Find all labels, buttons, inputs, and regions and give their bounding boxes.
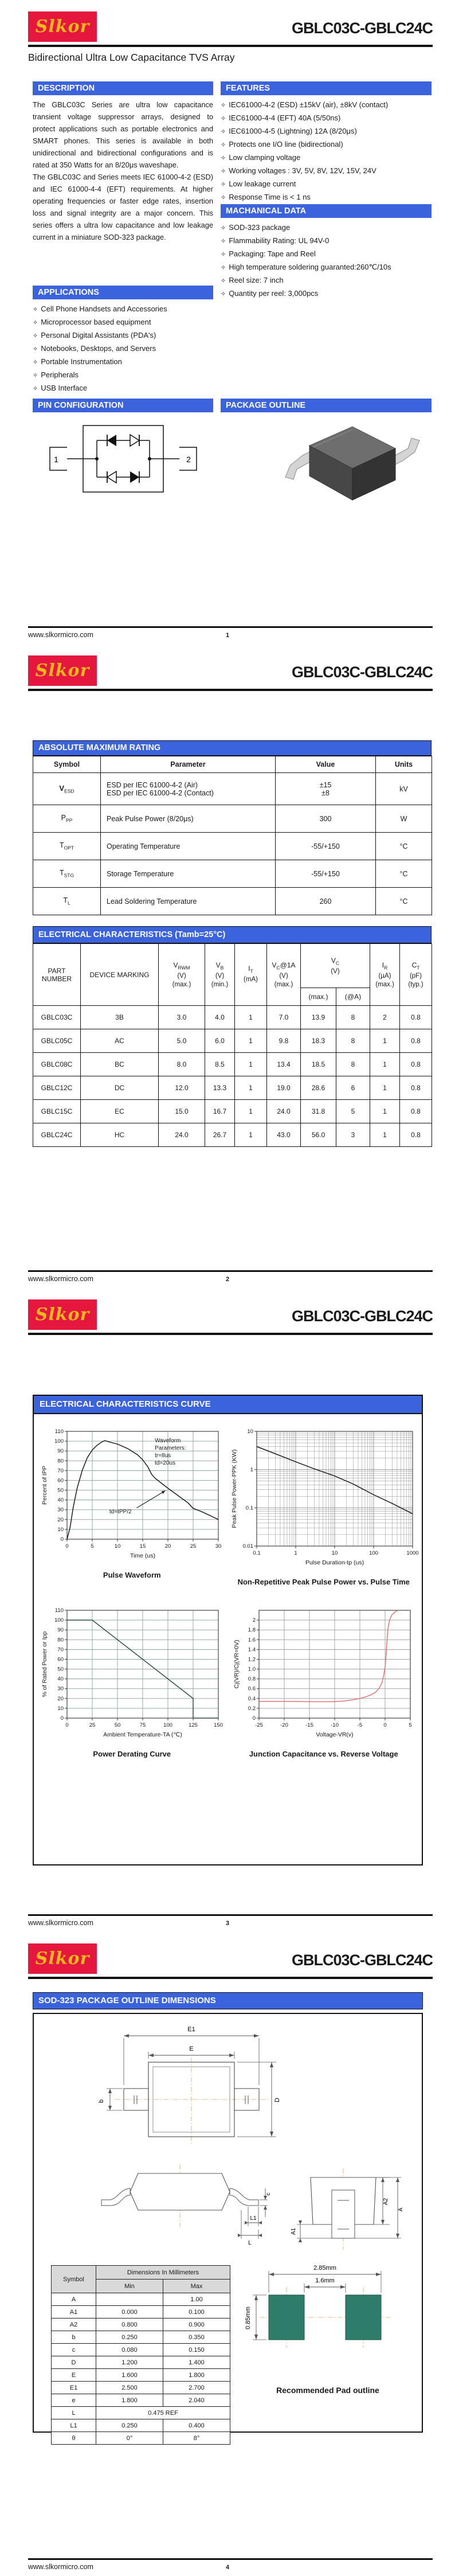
absolute-maximum-rating-heading: ABSOLUTE MAXIMUM RATING	[33, 740, 432, 756]
footer-website[interactable]: www.slkormicro.com	[28, 2563, 93, 2571]
description-paragraph-2: The GBLC03C and Series meets IEC 61000-4-2 (ESD) and IEC 61000-4-4 (EFT) requirements. At higher operating frequencies or faster edge rates, insertion loss and signal integrity are a major concern. This series offers a ultra low capacitance and low leakage current in a miniature SOD-323 package.	[33, 173, 213, 241]
electrical-characteristics-heading: ELECTRICAL CHARACTERISTICS (Tamb=25°C)	[33, 926, 432, 943]
page-number: 2	[225, 1276, 230, 1283]
svg-text:0: 0	[65, 1543, 69, 1549]
list-item: ✧ Working voltages : 3V, 5V, 8V, 12V, 15V, 24V	[221, 166, 376, 175]
svg-text:90: 90	[57, 1627, 64, 1634]
list-item: ✧ USB Interface	[33, 384, 88, 392]
diamond-bullet-icon: ✧	[33, 333, 38, 339]
svg-text:1000: 1000	[406, 1550, 418, 1556]
svg-text:0: 0	[65, 1722, 69, 1728]
logo-text: Slkor	[35, 661, 90, 681]
svg-text:0.2: 0.2	[248, 1705, 256, 1712]
dim-label-L1: L1	[250, 2215, 257, 2222]
table-row: GBLC24C HC 24.0 26.7 1 43.0 56.0 3 1 0.8	[33, 1123, 432, 1147]
table-row: D 1.200 1.400	[52, 2356, 230, 2369]
svg-text:0.1: 0.1	[245, 1505, 253, 1512]
header-rule	[28, 1333, 433, 1335]
diamond-bullet-icon: ✧	[33, 372, 38, 379]
svg-text:90: 90	[57, 1448, 64, 1455]
table-row: L 0.475 REF	[52, 2407, 230, 2419]
diamond-bullet-icon: ✧	[221, 168, 226, 175]
slkor-logo	[28, 1299, 97, 1330]
list-item: ✧ Cell Phone Handsets and Accessories	[33, 305, 167, 313]
logo-text: Slkor	[35, 17, 90, 37]
table-subheader-row: Min Max	[52, 2280, 230, 2293]
table-row: $V_{ESD}$ ESD per IEC 61000-4-2 (Air) ESD per IEC 61000-4-2 (Contact) ±15 ±8 kV	[33, 773, 432, 805]
svg-text:Waveform: Waveform	[155, 1437, 181, 1444]
svg-text:100: 100	[54, 1438, 64, 1445]
svg-text:70: 70	[57, 1467, 64, 1474]
diode-icon	[130, 435, 139, 446]
list-item: ✧ SOD-323 package	[221, 223, 291, 232]
svg-text:0.01: 0.01	[242, 1543, 253, 1549]
page-4	[0, 1932, 455, 2576]
dim-label-b: b	[98, 2099, 105, 2103]
svg-text:80: 80	[57, 1637, 64, 1644]
table-row: $T_{OPT}$ Operating Temperature -55/+150 °C	[33, 833, 432, 860]
applications-list	[33, 303, 213, 395]
chart-caption: Power Derating Curve	[93, 1750, 171, 1758]
diamond-bullet-icon: ✧	[33, 346, 38, 353]
svg-text:50: 50	[57, 1666, 64, 1673]
page-number: 3	[225, 1920, 230, 1927]
footer-website[interactable]: www.slkormicro.com	[28, 1275, 93, 1283]
table-row: A2 0.800 0.900	[52, 2319, 230, 2331]
svg-text:Percent of IPP: Percent of IPP	[41, 1466, 49, 1505]
package-top-view-drawing	[94, 2022, 289, 2157]
diode-icon	[130, 471, 139, 483]
junction-capacitance-chart	[232, 1603, 416, 1741]
table-row: GBLC05C AC 5.0 6.0 1 9.8 18.3 8 1 0.8	[33, 1029, 432, 1053]
footer-rule	[28, 626, 433, 628]
diamond-bullet-icon: ✧	[221, 278, 226, 284]
footer-rule	[28, 2558, 433, 2560]
applications-heading: APPLICATIONS	[33, 286, 213, 299]
pin-configuration-diagram	[33, 417, 213, 509]
svg-text:-15: -15	[305, 1722, 313, 1728]
page-1	[0, 0, 455, 644]
header-rule	[28, 1977, 433, 1979]
svg-text:td=IPP/2: td=IPP/2	[109, 1508, 132, 1515]
mechanical-data-list	[221, 221, 432, 300]
dim-label-A: A	[398, 2207, 404, 2212]
list-item: ✧ Personal Digital Assistants (PDA's)	[33, 331, 156, 339]
svg-text:10: 10	[114, 1543, 121, 1549]
svg-text:5: 5	[91, 1543, 94, 1549]
svg-text:Voltage-VR(v): Voltage-VR(v)	[316, 1731, 354, 1738]
svg-text:tr=8us: tr=8us	[155, 1452, 171, 1459]
pin-2-label: 2	[186, 455, 191, 464]
list-item: ✧ Portable Instrumentation	[33, 357, 122, 366]
pin-1-label: 1	[54, 455, 58, 464]
list-item: ✧ Microprocessor based equipment	[33, 318, 151, 326]
package-dimensions-heading: SOD-323 PACKAGE OUTLINE DIMENSIONS	[33, 1992, 423, 2009]
page-number: 1	[225, 632, 230, 639]
svg-text:15: 15	[139, 1543, 146, 1549]
svg-text:100: 100	[368, 1550, 378, 1556]
dim-label-L: L	[248, 2240, 252, 2246]
chart-caption: Junction Capacitance vs. Reverse Voltage	[249, 1750, 398, 1758]
svg-text:0.8: 0.8	[248, 1676, 256, 1683]
diamond-bullet-icon: ✧	[221, 128, 226, 135]
chart-cell	[232, 1603, 416, 1758]
list-item: ✧ Notebooks, Desktops, and Servers	[33, 344, 156, 353]
svg-text:110: 110	[55, 1607, 64, 1614]
diamond-bullet-icon: ✧	[221, 251, 226, 258]
diamond-bullet-icon: ✧	[221, 194, 226, 201]
svg-text:Parameters:: Parameters:	[155, 1445, 186, 1451]
table-row: GBLC12C DC 12.0 13.3 1 19.0 28.6 6 1 0.8	[33, 1076, 432, 1100]
svg-text:40: 40	[57, 1676, 64, 1683]
package-end-view-drawing	[289, 2160, 409, 2258]
sod-323-package-3d-image	[229, 414, 424, 512]
part-number-title: GBLC03C-GBLC24C	[291, 663, 433, 681]
table-row: c 0.080 0.150	[52, 2344, 230, 2356]
svg-text:2: 2	[252, 1617, 256, 1624]
logo-text: Slkor	[35, 1949, 90, 1969]
absolute-maximum-rating-table	[33, 756, 432, 915]
svg-text:30: 30	[57, 1506, 64, 1513]
svg-text:0: 0	[60, 1715, 64, 1722]
svg-text:0: 0	[252, 1715, 256, 1722]
svg-text:0: 0	[60, 1536, 64, 1543]
svg-text:80: 80	[57, 1458, 64, 1465]
power-derating-chart	[40, 1603, 224, 1741]
header-rule	[28, 45, 433, 47]
svg-text:1.8: 1.8	[248, 1627, 256, 1634]
diode-icon	[107, 471, 116, 483]
list-item: ✧ IEC61000-4-5 (Lightning) 12A (8/20μs)	[221, 127, 357, 135]
list-item: ✧ IEC61000-4-2 (ESD) ±15kV (air), ±8kV (contact)	[221, 100, 389, 109]
document-subtitle: Bidirectional Ultra Low Capacitance TVS Array	[28, 52, 235, 63]
list-item: ✧ Protects one I/O line (bidirectional)	[221, 140, 343, 149]
diamond-bullet-icon: ✧	[221, 102, 226, 109]
part-number-title: GBLC03C-GBLC24C	[291, 1307, 433, 1325]
header-rule	[28, 689, 433, 691]
pin-configuration-heading: PIN CONFIGURATION	[33, 399, 213, 412]
slkor-logo	[28, 11, 97, 42]
table-row: e 1.800 2.040	[52, 2394, 230, 2407]
svg-text:10: 10	[331, 1550, 338, 1556]
dim-label-A1: A1	[291, 2227, 297, 2235]
svg-text:60: 60	[57, 1477, 64, 1484]
slkor-logo	[28, 1943, 97, 1974]
diamond-bullet-icon: ✧	[33, 359, 38, 366]
diamond-bullet-icon: ✧	[221, 142, 226, 149]
table-row: GBLC15C EC 15.0 16.7 1 24.0 31.8 5 1 0.8	[33, 1100, 432, 1123]
svg-text:-10: -10	[330, 1722, 339, 1728]
table-row: E1 2.500 2.700	[52, 2382, 230, 2394]
svg-text:Ambient Temperature-TA (℃): Ambient Temperature-TA (℃)	[103, 1731, 182, 1738]
table-subheader-row: (max.) (@A)	[33, 988, 432, 1006]
svg-text:1: 1	[294, 1550, 297, 1556]
svg-text:5: 5	[409, 1722, 412, 1728]
dimensions-table	[51, 2265, 230, 2445]
diamond-bullet-icon: ✧	[221, 181, 226, 188]
diamond-bullet-icon: ✧	[221, 115, 226, 122]
svg-text:75: 75	[139, 1722, 146, 1728]
table-header-row: PART NUMBER DEVICE MARKING $V_{RWM}$ (V) (max.) $V_B$ (V) (min.) $I_T$ (mA) $V_C@1A$ (V) (max.) $V_C$ (V) $I_R$ (µA) (max.) $C_T$ (pF) (typ.)	[33, 944, 432, 988]
pulse-waveform-chart	[40, 1424, 224, 1562]
dim-label-E1: E1	[187, 2026, 195, 2033]
svg-text:Time (us): Time (us)	[130, 1552, 156, 1559]
description-paragraph-1: The GBLC03C Series are ultra low capacitance transient voltage suppressor arrays, designed to protect applications such as portable electronics and SMART phones. This series is available in both unidirectional and bidirectional configurations and is rated at 350 Watts for an 8/20μs waveshape.	[33, 100, 213, 169]
peak-pulse-power-chart	[229, 1424, 418, 1569]
dim-label-E: E	[189, 2046, 194, 2052]
list-item: ✧ IEC61000-4-4 (EFT) 40A (5/50ns)	[221, 114, 341, 122]
solder-pad	[346, 2295, 381, 2340]
list-item: ✧ Peripherals	[33, 370, 79, 379]
table-row: A 1.00	[52, 2293, 230, 2306]
footer-rule	[28, 1914, 433, 1916]
svg-text:1.6: 1.6	[248, 1637, 256, 1644]
package-outline-heading: PACKAGE OUTLINE	[221, 399, 432, 412]
svg-text:-20: -20	[280, 1722, 288, 1728]
list-item: ✧ Packaging: Tape and Reel	[221, 249, 316, 258]
logo-text: Slkor	[35, 1305, 90, 1325]
svg-text:60: 60	[57, 1656, 64, 1663]
list-item: ✧ Low clamping voltage	[221, 153, 301, 162]
svg-text:50: 50	[57, 1487, 64, 1494]
chart-cell	[40, 1424, 224, 1586]
svg-text:td=20us: td=20us	[155, 1459, 176, 1466]
pad-gap-label: 1.6mm	[315, 2277, 335, 2284]
table-row: b 0.250 0.350	[52, 2331, 230, 2344]
svg-text:Cj(VR)/Cj(VR=0V): Cj(VR)/Cj(VR=0V)	[233, 1640, 240, 1689]
footer-website[interactable]: www.slkormicro.com	[28, 631, 93, 639]
list-item: ✧ Low leakage current	[221, 179, 296, 188]
pad-outline-caption: Recommended Pad outline	[276, 2386, 379, 2395]
svg-text:110: 110	[55, 1428, 64, 1435]
svg-text:30: 30	[215, 1543, 222, 1549]
svg-text:25: 25	[190, 1543, 197, 1549]
svg-text:Peak Pulse Power-PPK (KW): Peak Pulse Power-PPK (KW)	[230, 1449, 238, 1528]
footer-website[interactable]: www.slkormicro.com	[28, 1919, 93, 1927]
diamond-bullet-icon: ✧	[221, 291, 226, 298]
svg-text:100: 100	[54, 1617, 64, 1624]
table-row: $T_L$ Lead Soldering Temperature 260 °C	[33, 888, 432, 915]
svg-text:50: 50	[114, 1722, 121, 1728]
recommended-pad-outline-drawing	[239, 2255, 417, 2361]
description-heading: DESCRIPTION	[33, 81, 213, 95]
page-number: 4	[225, 2564, 230, 2571]
svg-text:10: 10	[57, 1526, 64, 1533]
page-2	[0, 644, 455, 1288]
svg-text:100: 100	[163, 1722, 173, 1728]
list-item: ✧ High temperature soldering guaranted:260℃/10s	[221, 263, 391, 271]
solder-pad	[269, 2295, 304, 2340]
part-number-title: GBLC03C-GBLC24C	[291, 19, 433, 37]
svg-text:20: 20	[57, 1695, 64, 1702]
table-row: E 1.600 1.800	[52, 2369, 230, 2382]
svg-text:0: 0	[383, 1722, 387, 1728]
dim-label-D: D	[274, 2098, 281, 2102]
table-row: $T_{STG}$ Storage Temperature -55/+150 °C	[33, 860, 432, 888]
diode-icon	[107, 435, 116, 446]
svg-text:-5: -5	[357, 1722, 362, 1728]
svg-text:0.1: 0.1	[253, 1550, 261, 1556]
pad-overall-width-label: 2.85mm	[313, 2265, 336, 2271]
list-item: ✧ Flammability Rating: UL 94V-0	[221, 236, 330, 245]
table-header-row: Symbol Parameter Value Units	[33, 756, 432, 773]
svg-text:% of Rated Power or Ipp: % of Rated Power or Ipp	[41, 1631, 49, 1697]
svg-text:10: 10	[247, 1428, 253, 1435]
diamond-bullet-icon: ✧	[33, 319, 38, 326]
svg-text:125: 125	[189, 1722, 198, 1728]
dim-label-A2: A2	[383, 2198, 389, 2206]
table-row: A1 0.000 0.100	[52, 2306, 230, 2319]
electrical-characteristics-table	[33, 943, 432, 1147]
diamond-bullet-icon: ✧	[33, 306, 38, 313]
diamond-bullet-icon: ✧	[221, 238, 226, 245]
svg-text:30: 30	[57, 1685, 64, 1692]
svg-text:40: 40	[57, 1497, 64, 1504]
part-number-title: GBLC03C-GBLC24C	[291, 1951, 433, 1969]
svg-text:25: 25	[89, 1722, 96, 1728]
svg-text:70: 70	[57, 1646, 64, 1653]
mechanical-data-heading: MACHANICAL DATA	[221, 204, 432, 218]
svg-text:1: 1	[250, 1466, 253, 1473]
svg-text:Pulse Duration-tp (us): Pulse Duration-tp (us)	[305, 1559, 364, 1566]
features-heading: FEATURES	[221, 81, 432, 95]
chart-cell	[40, 1603, 224, 1758]
page-3	[0, 1288, 455, 1932]
table-row: GBLC08C BC 8.0 8.5 1 13.4 18.5 8 1 0.8	[33, 1053, 432, 1076]
table-row: $P_{PP}$ Peak Pulse Power (8/20μs) 300 W	[33, 805, 432, 833]
svg-text:1.0: 1.0	[248, 1666, 256, 1673]
diamond-bullet-icon: ✧	[33, 385, 38, 392]
svg-text:20: 20	[57, 1516, 64, 1523]
package-side-view-drawing	[85, 2159, 274, 2267]
diamond-bullet-icon: ✧	[221, 155, 226, 162]
svg-text:20: 20	[164, 1543, 171, 1549]
chart-caption: Non-Repetitive Peak Pulse Power vs. Pulse Time	[237, 1578, 410, 1586]
svg-text:-25: -25	[254, 1722, 263, 1728]
svg-text:10: 10	[57, 1705, 64, 1712]
footer-rule	[28, 1270, 433, 1272]
chart-cell	[229, 1424, 418, 1586]
diamond-bullet-icon: ✧	[221, 225, 226, 232]
table-row: L1 0.250 0.400	[52, 2419, 230, 2432]
dim-label-c: c	[265, 2192, 272, 2196]
chart-caption: Pulse Waveform	[103, 1571, 161, 1579]
svg-text:1.2: 1.2	[248, 1656, 256, 1663]
svg-text:0.6: 0.6	[248, 1685, 256, 1692]
table-row: GBLC03C 3B 3.0 4.0 1 7.0 13.9 8 2 0.8	[33, 1006, 432, 1029]
table-header-row: Symbol Dimensions In Millimeters	[52, 2266, 230, 2280]
features-list	[221, 99, 432, 204]
description-text	[33, 99, 213, 243]
list-item: ✧ Quantity per reel: 3,000pcs	[221, 289, 319, 298]
diamond-bullet-icon: ✧	[221, 264, 226, 271]
svg-text:150: 150	[214, 1722, 223, 1728]
pad-height-label: 0.85mm	[245, 2306, 252, 2329]
slkor-logo	[28, 655, 97, 686]
svg-text:0.4: 0.4	[248, 1695, 256, 1702]
list-item: ✧ Reel size: 7 inch	[221, 276, 284, 284]
svg-text:1.4: 1.4	[248, 1646, 256, 1653]
list-item: ✧ Response Time is < 1 ns	[221, 193, 311, 201]
package-dimensions-box	[33, 2013, 423, 2442]
electrical-characteristics-curve-section	[33, 1395, 423, 1865]
table-row: θ 0° 8°	[52, 2432, 230, 2445]
curve-section-heading: ELECTRICAL CHARACTERISTICS CURVE	[34, 1396, 422, 1414]
